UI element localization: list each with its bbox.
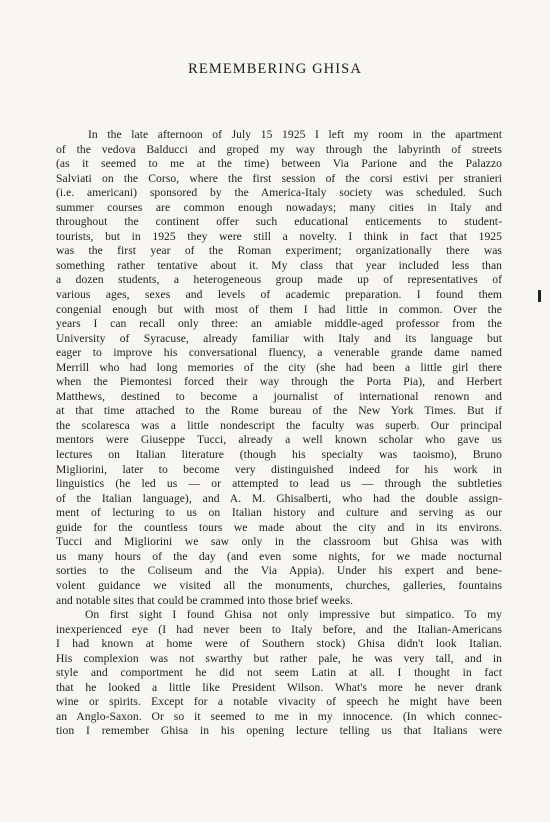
text-line: congenial enough but with most of them I had little in common. Over the	[56, 302, 502, 316]
text-line: eager to improve his conversational fluency, a venerable grande dame named	[56, 346, 502, 360]
text-line: I had known at home were of Southern stock) Ghisa didn't look Italian.	[56, 637, 502, 651]
text-line: and notable sites that could be crammed into those brief weeks.	[56, 593, 354, 607]
text-line: at that time attached to the Rome bureau of the New York Times. But if	[56, 404, 502, 418]
page-title: REMEMBERING GHISA	[188, 61, 362, 77]
text-line: years I can recall only three: an amiable middle-aged professor from the	[56, 317, 502, 331]
text-line: mentors were Giuseppe Tucci, already a well known scholar who gave us	[56, 433, 502, 447]
text-line: when the Piemontesi forced their way through the Porta Pia), and Herbert	[56, 375, 502, 389]
text-line: lectures on Italian literature (though his specialty was taoismo), Bruno	[56, 448, 502, 462]
text-line: (as it seemed to me at the time) between Via Parione and the Palazzo	[56, 157, 502, 171]
text-line: a dozen students, a heterogeneous group made up of representatives of	[56, 273, 502, 287]
text-line: linguistics (he led us — or attempted to lead us — through the subtleties	[56, 477, 502, 491]
text-line: University of Syracuse, already familiar with Italy and its language but	[56, 331, 502, 345]
text-line: something rather tentative about it. My class that year included less than	[56, 258, 502, 272]
text-line: wine or spirits. Except for a notable vivacity of speech he might have been	[56, 695, 502, 709]
text-line: sorties to the Coliseum and the Via Appia). Under his expert and bene-	[56, 564, 502, 578]
text-line: inexperienced eye (I had never been to Italy before, and the Italian-Americans	[56, 622, 502, 636]
text-line: tourists, but in 1925 they were still a novelty. I think in fact that 1925	[56, 229, 502, 243]
text-line: was the first year of the Roman experiment; organizationally there was	[56, 244, 502, 258]
essay-body	[56, 128, 502, 739]
text-line: His complexion was not swarthy but rather pale, he was very tall, and in	[56, 651, 502, 665]
text-line: In the late afternoon of July 15 1925 I left my room in the apartment	[88, 128, 502, 141]
text-line: Merrill who had long memories of the city (she had been a little girl there	[56, 360, 502, 374]
text-line: an Anglo-Saxon. Or so it seemed to me in my innocence. (In which connec-	[56, 709, 502, 723]
text-line: of the vedova Balducci and groped my way through the labyrinth of streets	[56, 142, 502, 156]
text-line: tion I remember Ghisa in his opening lecture telling us that Italians were	[56, 724, 502, 738]
text-line: guide for the countless tours we made about the city and in its environs.	[56, 520, 502, 534]
text-line: us many hours of the day (and even some nights, for we made nocturnal	[56, 549, 502, 563]
text-line: throughout the continent offer such educational enticements to student-	[56, 215, 502, 229]
text-line: ment of lecturing to us on Italian history and culture and serving as our	[56, 506, 502, 520]
text-line: Tucci and Migliorini we saw only in the classroom but Ghisa was with	[56, 535, 502, 549]
text-line: of the Italian language), and A. M. Ghisalberti, who had the double assign-	[56, 491, 502, 505]
text-line: (i.e. americani) sponsored by the America-Italy society was scheduled. Such	[56, 186, 502, 200]
text-line: that he looked a little like President Wilson. What's more he never drank	[56, 680, 502, 694]
text-line: Salviati on the Corso, where the first session of the corsi estivi per stranieri	[56, 171, 502, 185]
text-line: the scolaresca was a little nondescript the faculty was superb. Our principal	[56, 418, 502, 432]
text-line: Matthews, destined to become a journalist of international renown and	[56, 389, 502, 403]
text-line: various ages, sexes and levels of academic preparation. I found them	[56, 288, 502, 302]
margin-mark	[538, 290, 541, 302]
text-line: style and comportment he did not seem Latin at all. I thought in fact	[56, 666, 502, 680]
text-line: Migliorini, later to become very distinguished indeed for his work in	[56, 462, 502, 476]
text-line: volent guidance we visited all the monuments, churches, galleries, fountains	[56, 578, 502, 592]
text-line: summer courses are common enough nowadays; many cities in Italy and	[56, 200, 502, 214]
text-line: On first sight I found Ghisa not only impressive but simpatico. To my	[85, 608, 502, 622]
